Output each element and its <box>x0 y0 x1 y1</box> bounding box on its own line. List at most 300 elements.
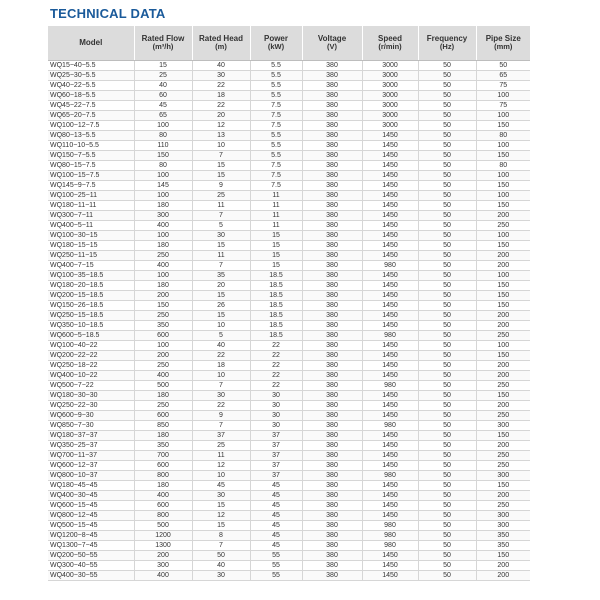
cell-power: 11 <box>250 201 302 211</box>
cell-pipe-size: 150 <box>476 201 530 211</box>
cell-rated-flow: 200 <box>134 351 192 361</box>
cell-power: 37 <box>250 471 302 481</box>
cell-speed: 1450 <box>362 151 418 161</box>
cell-voltage: 380 <box>302 111 362 121</box>
cell-rated-flow: 200 <box>134 291 192 301</box>
cell-model: WQ350−25−37 <box>48 441 134 451</box>
cell-pipe-size: 150 <box>476 121 530 131</box>
cell-speed: 1450 <box>362 141 418 151</box>
cell-frequency: 50 <box>418 561 476 571</box>
cell-speed: 1450 <box>362 481 418 491</box>
table-row <box>48 111 530 121</box>
cell-rated-head: 30 <box>192 571 250 581</box>
table-row <box>48 261 530 271</box>
cell-speed: 1450 <box>362 501 418 511</box>
cell-voltage: 380 <box>302 571 362 581</box>
table-row <box>48 381 530 391</box>
cell-frequency: 50 <box>418 181 476 191</box>
table-row <box>48 491 530 501</box>
cell-speed: 1450 <box>362 441 418 451</box>
cell-model: WQ400−30−55 <box>48 571 134 581</box>
table-row <box>48 141 530 151</box>
cell-voltage: 380 <box>302 421 362 431</box>
cell-frequency: 50 <box>418 131 476 141</box>
cell-model: WQ800−12−45 <box>48 511 134 521</box>
cell-power: 5.5 <box>250 71 302 81</box>
cell-speed: 1450 <box>362 371 418 381</box>
cell-frequency: 50 <box>418 81 476 91</box>
cell-voltage: 380 <box>302 321 362 331</box>
cell-frequency: 50 <box>418 521 476 531</box>
cell-pipe-size: 100 <box>476 231 530 241</box>
cell-voltage: 380 <box>302 351 362 361</box>
cell-pipe-size: 150 <box>476 431 530 441</box>
cell-speed: 1450 <box>362 361 418 371</box>
cell-power: 18.5 <box>250 301 302 311</box>
cell-rated-head: 22 <box>192 81 250 91</box>
cell-power: 45 <box>250 501 302 511</box>
cell-model: WQ1300−7−45 <box>48 541 134 551</box>
cell-pipe-size: 100 <box>476 91 530 101</box>
cell-speed: 1450 <box>362 511 418 521</box>
cell-rated-flow: 350 <box>134 321 192 331</box>
cell-rated-head: 12 <box>192 461 250 471</box>
cell-speed: 980 <box>362 471 418 481</box>
cell-speed: 1450 <box>362 341 418 351</box>
cell-voltage: 380 <box>302 101 362 111</box>
cell-rated-flow: 100 <box>134 191 192 201</box>
cell-model: WQ400−10−22 <box>48 371 134 381</box>
cell-model: WQ200−50−55 <box>48 551 134 561</box>
table-row <box>48 191 530 201</box>
cell-power: 5.5 <box>250 141 302 151</box>
cell-rated-head: 15 <box>192 521 250 531</box>
table-row <box>48 151 530 161</box>
table-row <box>48 321 530 331</box>
table-row <box>48 251 530 261</box>
cell-voltage: 380 <box>302 501 362 511</box>
cell-rated-flow: 110 <box>134 141 192 151</box>
cell-rated-head: 37 <box>192 431 250 441</box>
cell-frequency: 50 <box>418 61 476 71</box>
header-speed: Speed (r/min) <box>362 26 418 61</box>
table-row <box>48 551 530 561</box>
cell-rated-head: 18 <box>192 361 250 371</box>
cell-model: WQ180−20−18.5 <box>48 281 134 291</box>
cell-rated-flow: 300 <box>134 561 192 571</box>
cell-model: WQ300−7−11 <box>48 211 134 221</box>
cell-model: WQ1200−8−45 <box>48 531 134 541</box>
table-row <box>48 311 530 321</box>
table-row <box>48 531 530 541</box>
cell-speed: 3000 <box>362 121 418 131</box>
cell-frequency: 50 <box>418 171 476 181</box>
cell-rated-flow: 1300 <box>134 541 192 551</box>
cell-rated-flow: 700 <box>134 451 192 461</box>
cell-power: 55 <box>250 561 302 571</box>
cell-model: WQ40−22−5.5 <box>48 81 134 91</box>
cell-model: WQ700−11−37 <box>48 451 134 461</box>
table-row <box>48 341 530 351</box>
cell-rated-flow: 45 <box>134 101 192 111</box>
cell-rated-head: 12 <box>192 511 250 521</box>
cell-rated-flow: 100 <box>134 121 192 131</box>
cell-model: WQ180−15−15 <box>48 241 134 251</box>
cell-pipe-size: 200 <box>476 261 530 271</box>
header-model: Model <box>48 26 134 61</box>
cell-pipe-size: 300 <box>476 421 530 431</box>
cell-speed: 1450 <box>362 181 418 191</box>
table-row <box>48 81 530 91</box>
table-row <box>48 101 530 111</box>
cell-rated-head: 15 <box>192 241 250 251</box>
cell-pipe-size: 80 <box>476 131 530 141</box>
cell-voltage: 380 <box>302 381 362 391</box>
cell-model: WQ300−40−55 <box>48 561 134 571</box>
cell-model: WQ350−10−18.5 <box>48 321 134 331</box>
cell-frequency: 50 <box>418 261 476 271</box>
cell-rated-flow: 800 <box>134 511 192 521</box>
cell-pipe-size: 200 <box>476 371 530 381</box>
cell-speed: 1450 <box>362 271 418 281</box>
table-row <box>48 451 530 461</box>
table-body <box>48 61 530 581</box>
table-row <box>48 291 530 301</box>
cell-rated-head: 25 <box>192 441 250 451</box>
cell-speed: 1450 <box>362 251 418 261</box>
cell-model: WQ150−7−5.5 <box>48 151 134 161</box>
cell-rated-head: 9 <box>192 411 250 421</box>
cell-power: 11 <box>250 221 302 231</box>
cell-rated-head: 10 <box>192 471 250 481</box>
cell-model: WQ100−25−11 <box>48 191 134 201</box>
cell-voltage: 380 <box>302 201 362 211</box>
cell-power: 37 <box>250 461 302 471</box>
cell-pipe-size: 200 <box>476 321 530 331</box>
cell-power: 7.5 <box>250 181 302 191</box>
cell-voltage: 380 <box>302 61 362 71</box>
cell-speed: 1450 <box>362 551 418 561</box>
cell-voltage: 380 <box>302 341 362 351</box>
cell-speed: 980 <box>362 381 418 391</box>
cell-pipe-size: 100 <box>476 341 530 351</box>
cell-pipe-size: 200 <box>476 311 530 321</box>
cell-power: 22 <box>250 361 302 371</box>
cell-pipe-size: 65 <box>476 71 530 81</box>
cell-pipe-size: 150 <box>476 391 530 401</box>
cell-power: 11 <box>250 191 302 201</box>
cell-voltage: 380 <box>302 541 362 551</box>
cell-model: WQ250−11−15 <box>48 251 134 261</box>
cell-rated-head: 20 <box>192 111 250 121</box>
cell-power: 18.5 <box>250 311 302 321</box>
cell-rated-flow: 400 <box>134 571 192 581</box>
cell-model: WQ500−7−22 <box>48 381 134 391</box>
cell-model: WQ250−15−18.5 <box>48 311 134 321</box>
cell-power: 5.5 <box>250 131 302 141</box>
table-row <box>48 91 530 101</box>
cell-speed: 1450 <box>362 301 418 311</box>
cell-pipe-size: 200 <box>476 441 530 451</box>
cell-speed: 980 <box>362 421 418 431</box>
cell-pipe-size: 250 <box>476 331 530 341</box>
cell-power: 55 <box>250 571 302 581</box>
cell-model: WQ600−5−18.5 <box>48 331 134 341</box>
cell-frequency: 50 <box>418 391 476 401</box>
cell-pipe-size: 75 <box>476 101 530 111</box>
cell-rated-head: 10 <box>192 321 250 331</box>
table-row <box>48 431 530 441</box>
cell-rated-head: 40 <box>192 341 250 351</box>
table-row <box>48 541 530 551</box>
cell-speed: 3000 <box>362 111 418 121</box>
cell-pipe-size: 200 <box>476 361 530 371</box>
cell-voltage: 380 <box>302 551 362 561</box>
cell-model: WQ180−11−11 <box>48 201 134 211</box>
table-row <box>48 511 530 521</box>
cell-model: WQ250−18−22 <box>48 361 134 371</box>
cell-power: 45 <box>250 521 302 531</box>
cell-voltage: 380 <box>302 271 362 281</box>
table-row <box>48 301 530 311</box>
cell-rated-head: 30 <box>192 491 250 501</box>
cell-rated-head: 45 <box>192 481 250 491</box>
table-row <box>48 461 530 471</box>
cell-model: WQ80−15−7.5 <box>48 161 134 171</box>
table-row <box>48 391 530 401</box>
cell-voltage: 380 <box>302 131 362 141</box>
cell-pipe-size: 100 <box>476 141 530 151</box>
cell-model: WQ100−35−18.5 <box>48 271 134 281</box>
cell-rated-flow: 250 <box>134 361 192 371</box>
table-row <box>48 331 530 341</box>
cell-rated-head: 20 <box>192 281 250 291</box>
cell-model: WQ500−15−45 <box>48 521 134 531</box>
cell-frequency: 50 <box>418 471 476 481</box>
cell-power: 37 <box>250 441 302 451</box>
cell-power: 30 <box>250 401 302 411</box>
cell-rated-flow: 100 <box>134 171 192 181</box>
cell-speed: 1450 <box>362 431 418 441</box>
cell-pipe-size: 150 <box>476 181 530 191</box>
cell-rated-head: 7 <box>192 421 250 431</box>
cell-speed: 1450 <box>362 191 418 201</box>
table-row <box>48 471 530 481</box>
cell-rated-head: 15 <box>192 291 250 301</box>
cell-rated-head: 40 <box>192 61 250 71</box>
cell-model: WQ600−12−37 <box>48 461 134 471</box>
cell-frequency: 50 <box>418 271 476 281</box>
cell-rated-flow: 400 <box>134 221 192 231</box>
cell-voltage: 380 <box>302 461 362 471</box>
cell-power: 37 <box>250 451 302 461</box>
cell-pipe-size: 150 <box>476 241 530 251</box>
cell-speed: 3000 <box>362 71 418 81</box>
cell-rated-head: 18 <box>192 91 250 101</box>
cell-frequency: 50 <box>418 331 476 341</box>
cell-voltage: 380 <box>302 281 362 291</box>
cell-rated-head: 10 <box>192 141 250 151</box>
cell-frequency: 50 <box>418 211 476 221</box>
cell-power: 11 <box>250 211 302 221</box>
table-row <box>48 61 530 71</box>
cell-rated-flow: 600 <box>134 501 192 511</box>
cell-rated-head: 35 <box>192 271 250 281</box>
cell-speed: 1450 <box>362 491 418 501</box>
table-row <box>48 421 530 431</box>
cell-power: 45 <box>250 511 302 521</box>
cell-pipe-size: 350 <box>476 531 530 541</box>
cell-rated-head: 15 <box>192 171 250 181</box>
cell-power: 7.5 <box>250 101 302 111</box>
cell-speed: 1450 <box>362 321 418 331</box>
cell-rated-head: 15 <box>192 501 250 511</box>
cell-power: 22 <box>250 371 302 381</box>
cell-rated-head: 30 <box>192 71 250 81</box>
cell-pipe-size: 150 <box>476 301 530 311</box>
cell-voltage: 380 <box>302 221 362 231</box>
cell-model: WQ800−10−37 <box>48 471 134 481</box>
cell-frequency: 50 <box>418 221 476 231</box>
table-row <box>48 481 530 491</box>
cell-pipe-size: 100 <box>476 191 530 201</box>
cell-rated-flow: 180 <box>134 281 192 291</box>
cell-speed: 3000 <box>362 101 418 111</box>
table-row <box>48 221 530 231</box>
cell-frequency: 50 <box>418 231 476 241</box>
cell-voltage: 380 <box>302 331 362 341</box>
cell-rated-head: 7 <box>192 211 250 221</box>
cell-rated-flow: 80 <box>134 161 192 171</box>
cell-pipe-size: 150 <box>476 151 530 161</box>
cell-voltage: 380 <box>302 471 362 481</box>
cell-speed: 1450 <box>362 411 418 421</box>
cell-speed: 1450 <box>362 401 418 411</box>
cell-pipe-size: 150 <box>476 281 530 291</box>
cell-frequency: 50 <box>418 461 476 471</box>
cell-frequency: 50 <box>418 151 476 161</box>
cell-model: WQ100−40−22 <box>48 341 134 351</box>
cell-voltage: 380 <box>302 151 362 161</box>
cell-voltage: 380 <box>302 141 362 151</box>
cell-voltage: 380 <box>302 91 362 101</box>
cell-frequency: 50 <box>418 241 476 251</box>
cell-pipe-size: 200 <box>476 561 530 571</box>
cell-voltage: 380 <box>302 161 362 171</box>
cell-rated-head: 40 <box>192 561 250 571</box>
cell-rated-flow: 800 <box>134 471 192 481</box>
cell-model: WQ25−30−5.5 <box>48 71 134 81</box>
cell-rated-flow: 25 <box>134 71 192 81</box>
table-row <box>48 411 530 421</box>
cell-rated-head: 13 <box>192 131 250 141</box>
cell-rated-head: 26 <box>192 301 250 311</box>
cell-frequency: 50 <box>418 361 476 371</box>
cell-rated-head: 7 <box>192 151 250 161</box>
cell-voltage: 380 <box>302 301 362 311</box>
cell-power: 45 <box>250 531 302 541</box>
cell-rated-flow: 300 <box>134 211 192 221</box>
cell-power: 5.5 <box>250 91 302 101</box>
cell-voltage: 380 <box>302 511 362 521</box>
cell-frequency: 50 <box>418 101 476 111</box>
cell-frequency: 50 <box>418 441 476 451</box>
cell-power: 15 <box>250 251 302 261</box>
cell-pipe-size: 150 <box>476 481 530 491</box>
cell-rated-flow: 400 <box>134 261 192 271</box>
cell-frequency: 50 <box>418 571 476 581</box>
header-frequency: Frequency (Hz) <box>418 26 476 61</box>
cell-speed: 980 <box>362 331 418 341</box>
table-row <box>48 271 530 281</box>
cell-power: 7.5 <box>250 121 302 131</box>
cell-pipe-size: 200 <box>476 571 530 581</box>
cell-model: WQ100−30−15 <box>48 231 134 241</box>
cell-pipe-size: 150 <box>476 551 530 561</box>
cell-power: 22 <box>250 381 302 391</box>
header-row <box>48 26 530 61</box>
cell-power: 18.5 <box>250 271 302 281</box>
cell-speed: 980 <box>362 541 418 551</box>
cell-frequency: 50 <box>418 451 476 461</box>
cell-voltage: 380 <box>302 481 362 491</box>
cell-speed: 1450 <box>362 211 418 221</box>
table-row <box>48 121 530 131</box>
cell-voltage: 380 <box>302 561 362 571</box>
cell-rated-head: 11 <box>192 451 250 461</box>
cell-model: WQ600−9−30 <box>48 411 134 421</box>
cell-rated-flow: 40 <box>134 81 192 91</box>
header-voltage: Voltage (V) <box>302 26 362 61</box>
cell-voltage: 380 <box>302 71 362 81</box>
cell-power: 22 <box>250 351 302 361</box>
table-row <box>48 501 530 511</box>
cell-model: WQ180−37−37 <box>48 431 134 441</box>
table-row <box>48 181 530 191</box>
cell-frequency: 50 <box>418 91 476 101</box>
cell-rated-head: 8 <box>192 531 250 541</box>
cell-model: WQ400−5−11 <box>48 221 134 231</box>
cell-voltage: 380 <box>302 181 362 191</box>
cell-voltage: 380 <box>302 231 362 241</box>
cell-voltage: 380 <box>302 191 362 201</box>
cell-rated-head: 9 <box>192 181 250 191</box>
cell-rated-head: 22 <box>192 401 250 411</box>
cell-frequency: 50 <box>418 161 476 171</box>
cell-power: 55 <box>250 551 302 561</box>
cell-model: WQ180−30−30 <box>48 391 134 401</box>
cell-model: WQ180−45−45 <box>48 481 134 491</box>
cell-rated-flow: 15 <box>134 61 192 71</box>
cell-frequency: 50 <box>418 371 476 381</box>
table-row <box>48 371 530 381</box>
cell-power: 5.5 <box>250 81 302 91</box>
cell-rated-head: 12 <box>192 121 250 131</box>
cell-power: 30 <box>250 421 302 431</box>
cell-voltage: 380 <box>302 251 362 261</box>
cell-frequency: 50 <box>418 511 476 521</box>
cell-pipe-size: 200 <box>476 251 530 261</box>
cell-power: 18.5 <box>250 281 302 291</box>
table-row <box>48 351 530 361</box>
cell-rated-flow: 600 <box>134 461 192 471</box>
cell-rated-flow: 180 <box>134 431 192 441</box>
cell-power: 7.5 <box>250 111 302 121</box>
cell-rated-head: 22 <box>192 101 250 111</box>
table-row <box>48 441 530 451</box>
cell-rated-head: 30 <box>192 391 250 401</box>
cell-rated-flow: 500 <box>134 521 192 531</box>
